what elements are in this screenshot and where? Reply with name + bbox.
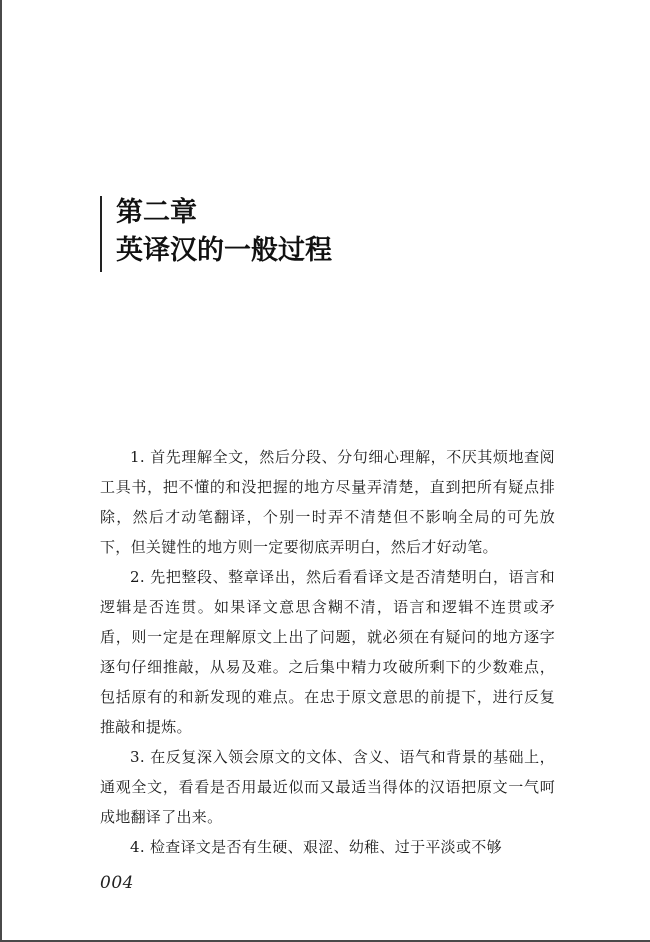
paragraph-2: 2. 先把整段、整章译出，然后看看译文是否清楚明白，语言和逻辑是否连贯。如果译文意思含糊不清，语言和逻辑不连贯或矛盾，则一定是在理解原文上出了问题，就必须在有疑问的地方逐字逐句仔细推敲，从易及难。之后集中精力攻破所剩下的少数难点，包括原有的和新发现的难点。在忠于原文意思的前提下，进行反复推敲和提炼。 [100, 568, 555, 736]
paragraph-4: 4. 检查译文是否有生硬、艰涩、幼稚、过于平淡或不够 [130, 838, 502, 856]
chapter-heading [100, 196, 332, 272]
page-number: 004 [100, 873, 134, 893]
chapter-title: 英译汉的一般过程 [116, 235, 332, 266]
chapter-number: 第二章 [116, 197, 197, 228]
paragraph-3: 3. 在反复深入领会原文的文体、含义、语气和背景的基础上，通观全文，看看是否用最近似而又最适当得体的汉语把原文一气呵成地翻译了出来。 [100, 748, 555, 826]
paragraph-1: 1. 首先理解全文，然后分段、分句细心理解，不厌其烦地查阅工具书，把不懂的和没把握的地方尽量弄清楚，直到把所有疑点排除，然后才动笔翻译，个别一时弄不清楚但不影响全局的可先放下，但关键性的地方则一定要彻底弄明白，然后才好动笔。 [100, 448, 555, 556]
body-text [100, 442, 555, 862]
page-left-border [0, 0, 2, 942]
